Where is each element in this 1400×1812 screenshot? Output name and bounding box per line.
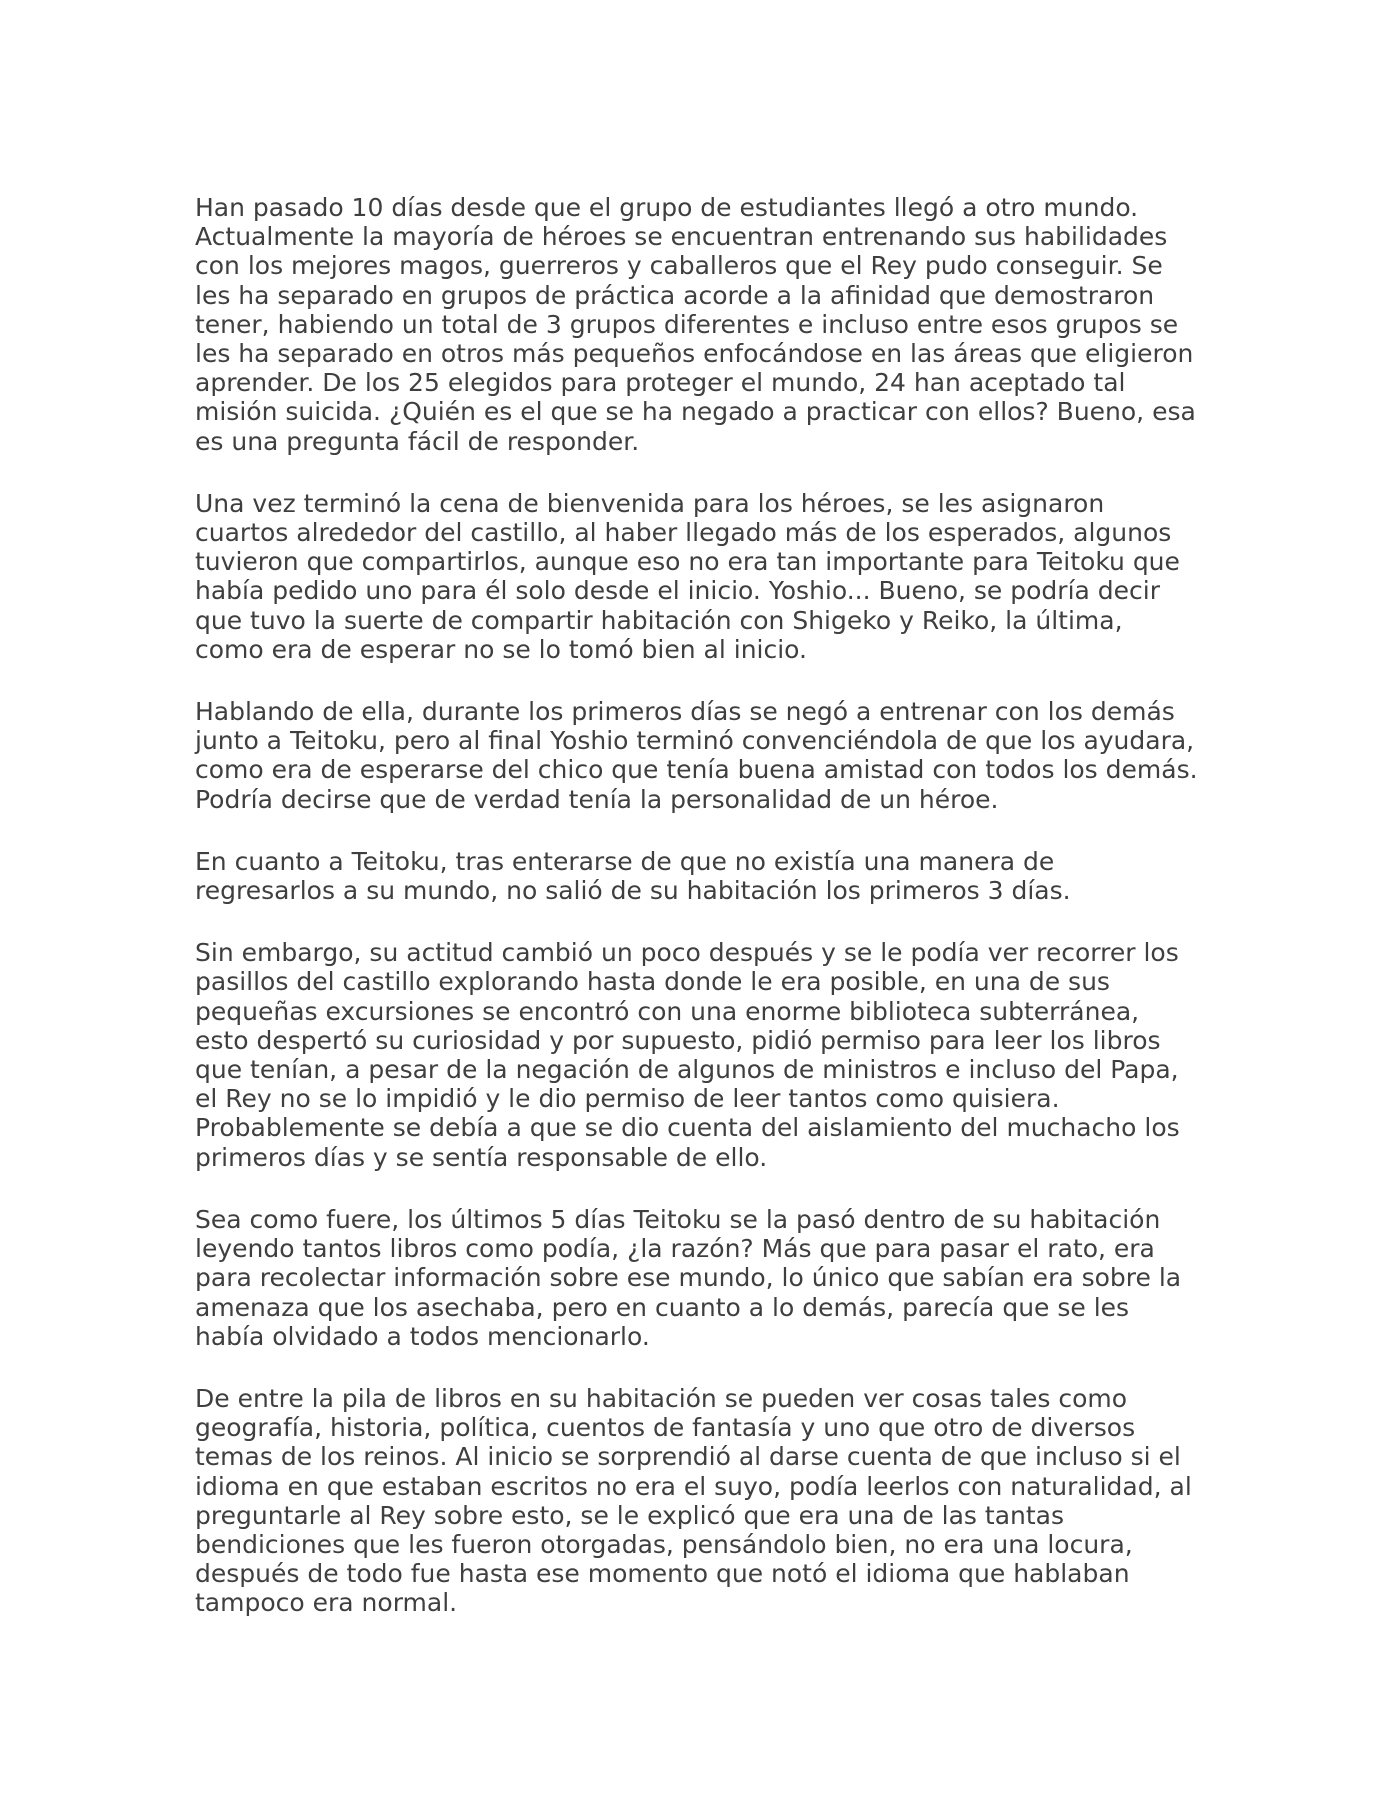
paragraph-1: Han pasado 10 días desde que el grupo de estudiantes llegó a otro mundo. Actualmente la mayoría de héroes se encuentran entrenando sus habilidades con los mejores magos, guerreros y caballeros que el Rey pudo conseguir. Se les ha separado en grupos de práctica acorde a la afinidad que demostraron tener, habiendo un total de 3 grupos diferentes e incluso entre esos grupos se les ha separado en otros más pequeños enfocándose en las áreas que eligieron aprender. De los 25 elegidos para proteger el mundo, 24 han aceptado tal misión suicida. ¿Quién es el que se ha negado a practicar con ellos? Bueno, esa es una pregunta fácil de responder. — [195, 193, 1196, 456]
paragraph-6: Sea como fuere, los últimos 5 días Teitoku se la pasó dentro de su habitación leyendo tantos libros como podía, ¿la razón? Más que para pasar el rato, era para recolectar información sobre ese mundo, lo único que sabían era sobre la amenaza que los asechaba, pero en cuanto a lo demás, parecía que se les había olvidado a todos mencionarlo. — [195, 1204, 1182, 1351]
paragraph-5: Sin embargo, su actitud cambió un poco después y se le podía ver recorrer los pasillos del castillo explorando hasta donde le era posible, en una de sus pequeñas excursiones se encontró con una enorme biblioteca subterránea, esto despertó su curiosidad y por supuesto, pidió permiso para leer los libros que tenían, a pesar de la negación de algunos de ministros e incluso del Papa, el Rey no se lo impidió y le dio permiso de leer tantos como quisiera. Probablemente se debía a que se dio cuenta del aislamiento del muchacho los primeros días y se sentía responsable de ello. — [195, 938, 1180, 1172]
paragraph-7: De entre la pila de libros en su habitación se pueden ver cosas tales como geografía, historia, política, cuentos de fantasía y uno que otro de diversos temas de los reinos. Al inicio se sorprendió al darse cuenta de que incluso si el idioma en que estaban escritos no era el suyo, podía leerlos con naturalidad, al preguntarle al Rey sobre esto, se le explicó que era una de las tantas bendiciones que les fueron otorgadas, pensándolo bien, no era una locura, después de todo fue hasta ese momento que notó el idioma que hablaban tampoco era normal. — [195, 1383, 1192, 1618]
paragraph-2: Una vez terminó la cena de bienvenida para los héroes, se les asignaron cuartos alrededor del castillo, al haber llegado más de los esperados, algunos tuvieron que compartirlos, aunque eso no era tan importante para Teitoku que había pedido uno para él solo desde el inicio. Yoshio... Bueno, se podría decir que tuvo la suerte de compartir habitación con Shigeko y Reiko, la última, como era de esperar no se lo tomó bien al inicio. — [195, 488, 1180, 664]
paragraph-3: Hablando de ella, durante los primeros días se negó a entrenar con los demás junto a Teitoku, pero al final Yoshio terminó convenciéndola de que los ayudara, como era de esperarse del chico que tenía buena amistad con todos los demás. Podría decirse que de verdad tenía la personalidad de un héroe. — [195, 697, 1198, 814]
paragraph-4: En cuanto a Teitoku, tras enterarse de que no existía una manera de regresarlos a su mundo, no salió de su habitación los primeros 3 días. — [195, 846, 1071, 906]
document-page — [195, 193, 1210, 1651]
